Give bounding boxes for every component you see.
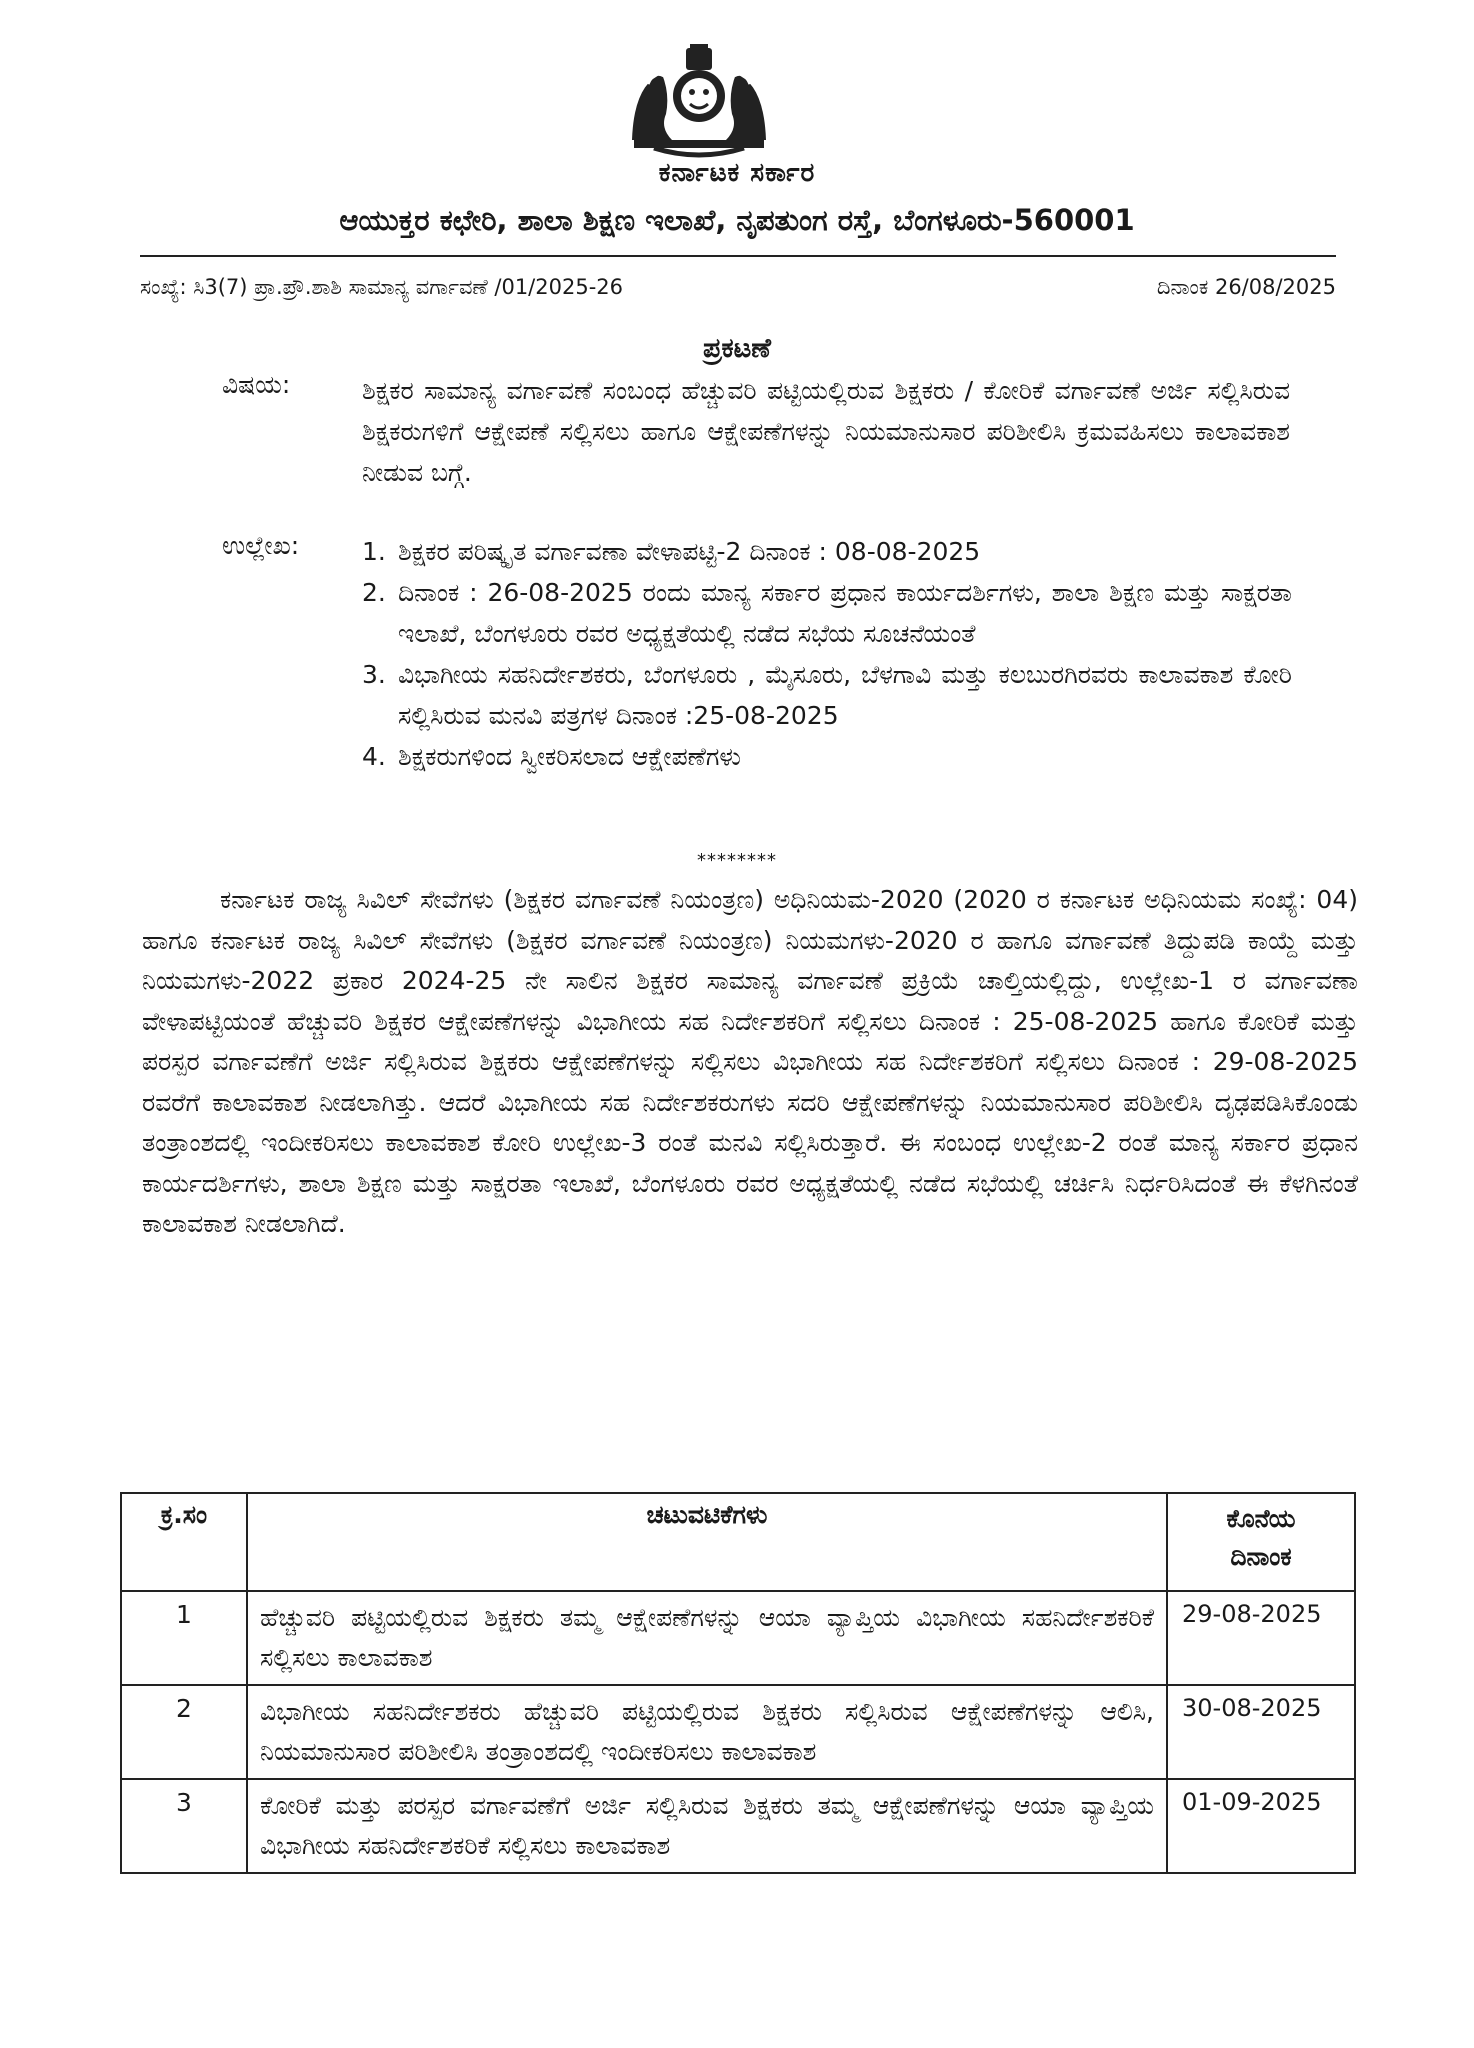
date-cell: 01-09-2025: [1167, 1779, 1355, 1873]
reference-text: ಶಿಕ್ಷಕರ ಪರಿಷ್ಕೃತ ವರ್ಗಾವಣಾ ವೇಳಾಪಟ್ಟಿ-2 ದಿನಾಂಕ : 08-08-2025: [398, 537, 981, 566]
last-date-header-line1: ಕೊನೆಯ: [1226, 1504, 1296, 1533]
section-separator: ********: [697, 850, 777, 871]
reference-number-label: 3.: [362, 660, 386, 689]
table-header-row: [121, 1493, 1355, 1591]
reference-number-label: 4.: [362, 742, 386, 771]
schedule-table: [120, 1492, 1356, 1874]
table-row: [121, 1779, 1355, 1873]
serial-cell: 2: [121, 1685, 247, 1779]
reference-item: [362, 531, 1292, 572]
reference-text: ದಿನಾಂಕ : 26-08-2025 ರಂದು ಮಾನ್ಯ ಸರ್ಕಾರ ಪ್ರಧಾನ ಕಾರ್ಯದರ್ಶಿಗಳು, ಶಾಲಾ ಶಿಕ್ಷಣ ಮತ್ತು ಸಾಕ್ಷರತಾ ಇಲಾಖೆ, ಬೆಂಗಳೂರು ರವರ ಅಧ್ಯಕ್ಷತೆಯಲ್ಲಿ ನಡೆದ ಸಭೆಯ ಸೂಚನೆಯಂತೆ: [398, 578, 1292, 648]
reference-number-label: 1.: [362, 537, 386, 566]
references-label: ಉಲ್ಲೇಖ:: [222, 531, 300, 560]
reference-number-label: 2.: [362, 578, 386, 607]
serial-cell: 1: [121, 1591, 247, 1685]
subject-text: ಶಿಕ್ಷಕರ ಸಾಮಾನ್ಯ ವರ್ಗಾವಣೆ ಸಂಬಂಧ ಹೆಚ್ಚುವರಿ ಪಟ್ಟಿಯಲ್ಲಿರುವ ಶಿಕ್ಷಕರು / ಕೋರಿಕೆ ವರ್ಗಾವಣೆ ಅರ್ಜಿ ಸಲ್ಲಿಸಿರುವ ಶಿಕ್ಷಕರುಗಳಿಗೆ ಆಕ್ಷೇಪಣೆ ಸಲ್ಲಿಸಲು ಹಾಗೂ ಆಕ್ಷೇಪಣೆಗಳನ್ನು ನಿಯಮಾನುಸಾರ ಪರಿಶೀಲಿಸಿ ಕ್ರಮವಹಿಸಲು ಕಾಲಾವಕಾಶ ನೀಡುವ ಬಗ್ಗೆ.: [362, 376, 1290, 487]
activity-cell: ಹೆಚ್ಚುವರಿ ಪಟ್ಟಿಯಲ್ಲಿರುವ ಶಿಕ್ಷಕರು ತಮ್ಮ ಆಕ್ಷೇಪಣೆಗಳನ್ನು ಆಯಾ ವ್ಯಾಪ್ತಿಯ ವಿಭಾಗೀಯ ಸಹನಿರ್ದೇಶಕರಿಕೆ ಸಲ್ಲಿಸಲು ಕಾಲಾವಕಾಶ: [247, 1591, 1167, 1685]
body-paragraph: ಕರ್ನಾಟಕ ರಾಜ್ಯ ಸಿವಿಲ್ ಸೇವೆಗಳು (ಶಿಕ್ಷಕರ ವರ್ಗಾವಣೆ ನಿಯಂತ್ರಣ) ಅಧಿನಿಯಮ-2020 (2020 ರ ಕರ್ನಾಟಕ ಅಧಿನಿಯಮ ಸಂಖ್ಯೆ: 04) ಹಾಗೂ ಕರ್ನಾಟಕ ರಾಜ್ಯ ಸಿವಿಲ್ ಸೇವೆಗಳು (ಶಿಕ್ಷಕರ ವರ್ಗಾವಣೆ ನಿಯಂತ್ರಣ) ನಿಯಮಗಳು-2020 ರ ಹಾಗೂ ವರ್ಗಾವಣೆ ತಿದ್ದುಪಡಿ ಕಾಯ್ದೆ ಮತ್ತು ನಿಯಮಗಳು-2022 ಪ್ರಕಾರ 2024-25 ನೇ ಸಾಲಿನ ಶಿಕ್ಷಕರ ಸಾಮಾನ್ಯ ವರ್ಗಾವಣೆ ಪ್ರಕ್ರಿಯೆ ಚಾಲ್ತಿಯಲ್ಲಿದ್ದು, ಉಲ್ಲೇಖ-1 ರ ವರ್ಗಾವಣಾ ವೇಳಾಪಟ್ಟಿಯಂತೆ ಹೆಚ್ಚುವರಿ ಶಿಕ್ಷಕರ ಆಕ್ಷೇಪಣೆಗಳನ್ನು ವಿಭಾಗೀಯ ಸಹ ನಿರ್ದೇಶಕರಿಗೆ ಸಲ್ಲಿಸಲು ದಿನಾಂಕ : 25-08-2025 ಹಾಗೂ ಕೋರಿಕೆ ಮತ್ತು ಪರಸ್ಪರ ವರ್ಗಾವಣೆಗೆ ಅರ್ಜಿ ಸಲ್ಲಿಸಿರುವ ಶಿಕ್ಷಕರು ಆಕ್ಷೇಪಣೆಗಳನ್ನು ಸಲ್ಲಿಸಲು ವಿಭಾಗೀಯ ಸಹ ನಿರ್ದೇಶಕರಿಗೆ ಸಲ್ಲಿಸಲು ದಿನಾಂಕ : 29-08-2025 ರವರೆಗೆ ಕಾಲಾವಕಾಶ ನೀಡಲಾಗಿತ್ತು. ಆದರೆ ವಿಭಾಗೀಯ ಸಹ ನಿರ್ದೇಶಕರುಗಳು ಸದರಿ ಆಕ್ಷೇಪಣೆಗಳನ್ನು ನಿಯಮಾನುಸಾರ ಪರಿಶೀಲಿಸಿ ದೃಢಪಡಿಸಿಕೊಂಡು ತಂತ್ರಾಂಶದಲ್ಲಿ ಇಂದೀಕರಿಸಲು ಕಾಲಾವಕಾಶ ಕೋರಿ ಉಲ್ಲೇಖ-3 ರಂತೆ ಮನವಿ ಸಲ್ಲಿಸಿರುತ್ತಾರೆ. ಈ ಸಂಬಂಧ ಉಲ್ಲೇಖ-2 ರಂತೆ ಮಾನ್ಯ ಸರ್ಕಾರ ಪ್ರಧಾನ ಕಾರ್ಯದರ್ಶಿಗಳು, ಶಾಲಾ ಶಿಕ್ಷಣ ಮತ್ತು ಸಾಕ್ಷರತಾ ಇಲಾಖೆ, ಬೆಂಗಳೂರು ರವರ ಅಧ್ಯಕ್ಷತೆಯಲ್ಲಿ ನಡೆದ ಸಭೆಯಲ್ಲಿ ಚರ್ಚಿಸಿ ನಿರ್ಧರಿಸಿದಂತೆ ಈ ಕೆಳಗಿನಂತೆ ಕಾಲಾವಕಾಶ ನೀಡಲಾಗಿದೆ.: [142, 885, 1358, 1238]
references-list: [362, 531, 1292, 777]
activity-cell: ವಿಭಾಗೀಯ ಸಹನಿರ್ದೇಶಕರು ಹೆಚ್ಚುವರಿ ಪಟ್ಟಿಯಲ್ಲಿರುವ ಶಿಕ್ಷಕರು ಸಲ್ಲಿಸಿರುವ ಆಕ್ಷೇಪಣೆಗಳನ್ನು ಆಲಿಸಿ, ನಿಯಮಾನುಸಾರ ಪರಿಶೀಲಿಸಿ ತಂತ್ರಾಂಶದಲ್ಲಿ ಇಂದೀಕರಿಸಲು ಕಾಲಾವಕಾಶ: [247, 1685, 1167, 1779]
serial-cell: 3: [121, 1779, 247, 1873]
date-cell: 29-08-2025: [1167, 1591, 1355, 1685]
notice-title: ಪ್ರಕಟಣೆ: [703, 333, 771, 364]
office-address: ಆಯುಕ್ತರ ಕಛೇರಿ, ಶಾಲಾ ಶಿಕ್ಷಣ ಇಲಾಖೆ, ನೃಪತುಂಗ ರಸ್ತೆ, ಬೆಂಗಳೂರು-560001: [339, 203, 1135, 237]
reference-item: [362, 654, 1292, 736]
last-date-header-line2: ದಿನಾಂಕ: [1230, 1542, 1292, 1571]
date-cell: 30-08-2025: [1167, 1685, 1355, 1779]
column-header-serial: ಕ್ರ.ಸಂ: [121, 1493, 247, 1591]
column-header-activities: ಚಟುವಟಿಕೆಗಳು: [247, 1493, 1167, 1591]
header-divider: [140, 255, 1336, 257]
document-date: ದಿನಾಂಕ 26/08/2025: [1156, 275, 1336, 299]
reference-text: ವಿಭಾಗೀಯ ಸಹನಿರ್ದೇಶಕರು, ಬೆಂಗಳೂರು , ಮೈಸೂರು, ಬೆಳಗಾವಿ ಮತ್ತು ಕಲಬುರಗಿರವರು ಕಾಲಾವಕಾಶ ಕೋರಿ ಸಲ್ಲಿಸಿರುವ ಮನವಿ ಪತ್ರಗಳ ದಿನಾಂಕ :25-08-2025: [398, 660, 1292, 730]
government-name: ಕರ್ನಾಟಕ ಸರ್ಕಾರ: [658, 158, 816, 188]
karnataka-emblem-icon: [624, 44, 774, 162]
reference-number: ಸಂಖ್ಯೆ: ಸಿ3(7) ಪ್ರಾ.ಪ್ರೌ.ಶಾಶಿ ಸಾಮಾನ್ಯ ವರ್ಗಾವಣೆ /01/2025-26: [140, 275, 624, 299]
table-row: [121, 1591, 1355, 1685]
subject-label: ವಿಷಯ:: [222, 370, 291, 399]
reference-item: [362, 736, 1292, 777]
table-row: [121, 1685, 1355, 1779]
reference-item: [362, 572, 1292, 654]
reference-text: ಶಿಕ್ಷಕರುಗಳಿಂದ ಸ್ವೀಕರಿಸಲಾದ ಆಕ್ಷೇಪಣೆಗಳು: [398, 742, 741, 771]
activity-cell: ಕೋರಿಕೆ ಮತ್ತು ಪರಸ್ಪರ ವರ್ಗಾವಣೆಗೆ ಅರ್ಜಿ ಸಲ್ಲಿಸಿರುವ ಶಿಕ್ಷಕರು ತಮ್ಮ ಆಕ್ಷೇಪಣೆಗಳನ್ನು ಆಯಾ ವ್ಯಾಪ್ತಿಯ ವಿಭಾಗೀಯ ಸಹನಿರ್ದೇಶಕರಿಕೆ ಸಲ್ಲಿಸಲು ಕಾಲಾವಕಾಶ: [247, 1779, 1167, 1873]
column-header-last-date: [1167, 1493, 1355, 1591]
